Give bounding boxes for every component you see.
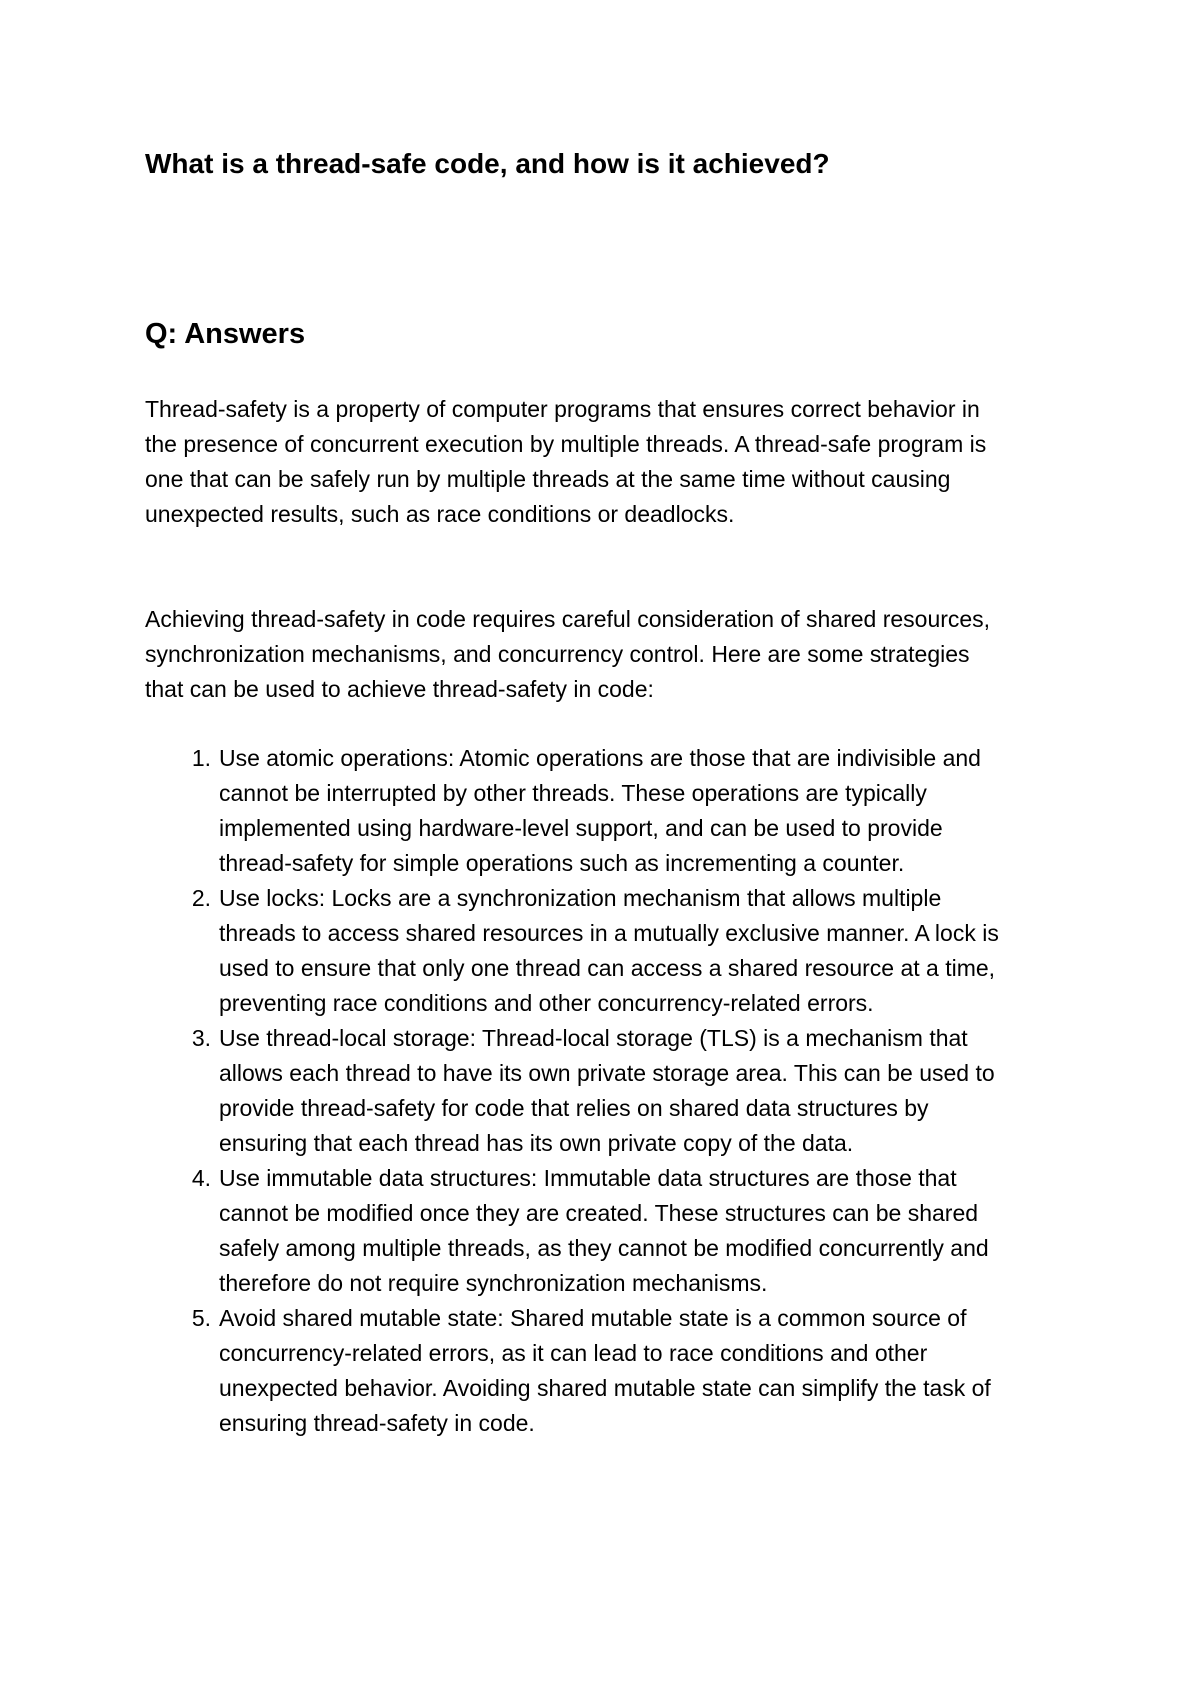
list-item-text: Use thread-local storage: Thread-local storage (TLS) is a mechanism that allows each thread to have its own private storage area. This can be used to provide thread-safety for code that relies on shared data structures by ensuring that each thread has its own private copy of the data. [219, 1025, 995, 1156]
list-item-text: Avoid shared mutable state: Shared mutable state is a common source of concurrency-related errors, as it can lead to race conditions and other unexpected behavior. Avoiding shared mutable state can simplify the task of ensuring thread-safety in code. [219, 1305, 991, 1436]
list-item-number: 1. [191, 745, 211, 771]
document-title: What is a thread-safe code, and how is it achieved? [145, 148, 830, 179]
strategies-intro-paragraph: Achieving thread-safety in code requires careful consideration of shared resources, synchronization mechanisms, and concurrency control. Here are some strategies that can be used to achieve thread-safety in code: [145, 606, 991, 702]
list-item-number: 4. [191, 1165, 211, 1191]
list-item-text: Use immutable data structures: Immutable data structures are those that cannot be modified once they are created. These structures can be shared safely among multiple threads, as they cannot be modified concurrently and therefore do not require synchronization mechanisms. [219, 1165, 989, 1296]
list-item [145, 1301, 1019, 1441]
list-item [145, 881, 1019, 1021]
list-item [145, 1021, 1019, 1161]
list-item [145, 741, 1019, 881]
list-item-number: 5. [191, 1305, 211, 1331]
list-item-text: Use locks: Locks are a synchronization mechanism that allows multiple threads to access shared resources in a mutually exclusive manner. A lock is used to ensure that only one thread can access a shared resource at a time, preventing race conditions and other concurrency-related errors. [219, 885, 999, 1016]
intro-paragraph: Thread-safety is a property of computer programs that ensures correct behavior in the presence of concurrent execution by multiple threads. A thread-safe program is one that can be safely run by multiple threads at the same time without causing unexpected results, such as race conditions or deadlocks. [145, 396, 987, 527]
list-item-text: Use atomic operations: Atomic operations are those that are indivisible and cannot be interrupted by other threads. These operations are typically implemented using hardware-level support, and can be used to provide thread-safety for simple operations such as incrementing a counter. [219, 745, 981, 876]
strategy-list [145, 741, 1075, 1441]
list-item [145, 1161, 1019, 1301]
list-item-number: 2. [191, 885, 211, 911]
section-heading: Q: Answers [145, 318, 306, 350]
list-item-number: 3. [191, 1025, 211, 1051]
